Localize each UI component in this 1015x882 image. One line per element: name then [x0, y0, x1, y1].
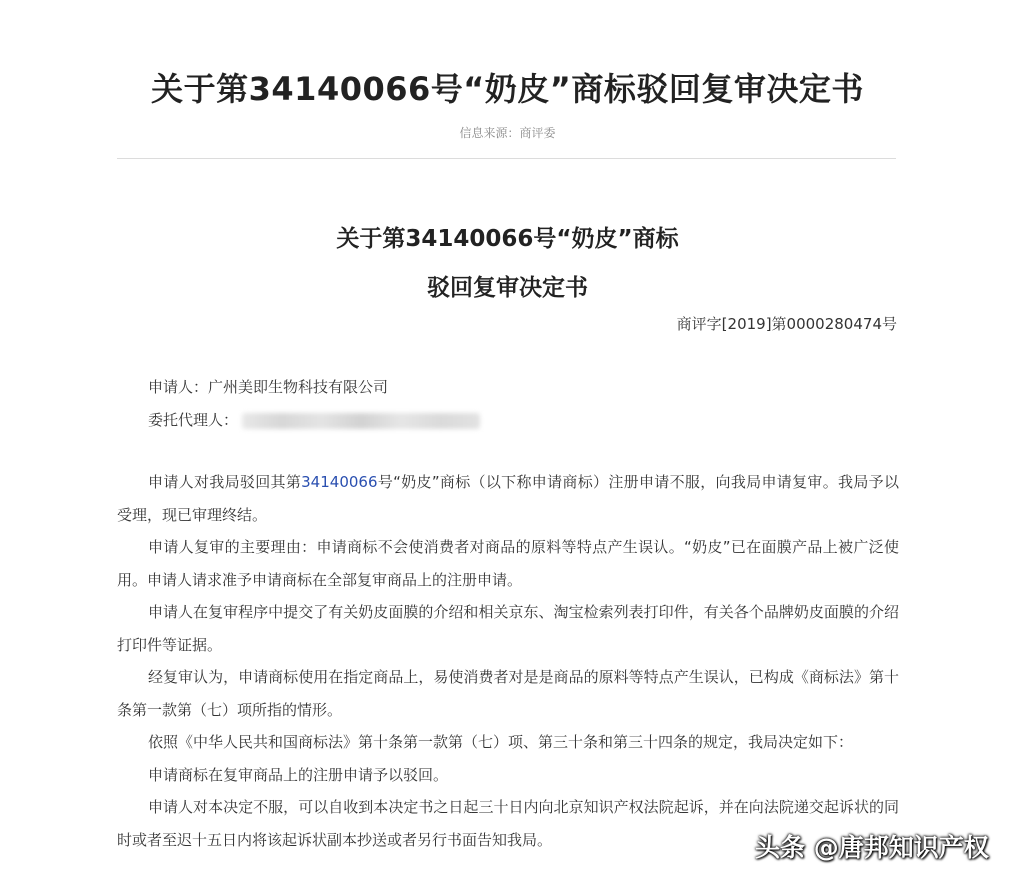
paragraph-2: 申请人复审的主要理由：申请商标不会使消费者对商品的原料等特点产生误认。“奶皮”已在面膜产品上被广泛使用。申请人请求准予申请商标在全部复审商品上的注册申请。: [117, 538, 899, 589]
agent-label: 委托代理人：: [148, 411, 239, 429]
agent-name-redacted: [242, 413, 480, 429]
document-number: 商评字[2019]第0000280474号: [676, 315, 897, 333]
paragraph-4: 经复审认为，申请商标使用在指定商品上，易使消费者对是是商品的原料等特点产生误认，已构成《商标法》第十条第一款第（七）项所指的情形。: [117, 668, 899, 719]
applicant-field: [148, 376, 388, 397]
agent-field: [148, 409, 480, 430]
paragraph-3: 申请人在复审程序中提交了有关奶皮面膜的介绍和相关京东、淘宝检索列表打印件，有关各个品牌奶皮面膜的介绍打印件等证据。: [117, 603, 899, 654]
trademark-number-link[interactable]: 34140066: [301, 473, 378, 491]
document-title-line2: 驳回复审决定书: [427, 275, 588, 301]
applicant-label: 申请人：: [148, 378, 209, 396]
paragraph-6: 申请商标在复审商品上的注册申请予以驳回。: [148, 765, 449, 784]
paragraph-5: 依照《中华人民共和国商标法》第十条第一款第（七）项、第三十条和第三十四条的规定，我局决定如下：: [148, 733, 854, 751]
document-body: [117, 466, 899, 856]
paragraph-1-end: 号“奶皮”商标（以下称申请商标）注册申请不服，向我局申请复审。我局予以受理，现已审理终结。: [117, 473, 899, 524]
source-line: 信息来源：商评委: [459, 126, 556, 140]
document-title-line1: 关于第34140066号“奶皮”商标: [336, 226, 679, 252]
paragraph-1-start: 申请人对我局驳回其第: [148, 473, 302, 491]
paragraph-7: 申请人对本决定不服，可以自收到本决定书之日起三十日内向北京知识产权法院起诉，并在向法院递交起诉状的同时或者至迟十五日内将该起诉状副本抄送或者另行书面告知我局。: [117, 798, 899, 849]
paragraph-1: [117, 466, 899, 531]
page-title: 关于第34140066号“奶皮”商标驳回复审决定书: [151, 70, 864, 108]
applicant-name: 广州美即生物科技有限公司: [208, 378, 389, 396]
watermark: 头条 @唐邦知识产权: [755, 833, 989, 862]
header-divider: [117, 158, 896, 159]
